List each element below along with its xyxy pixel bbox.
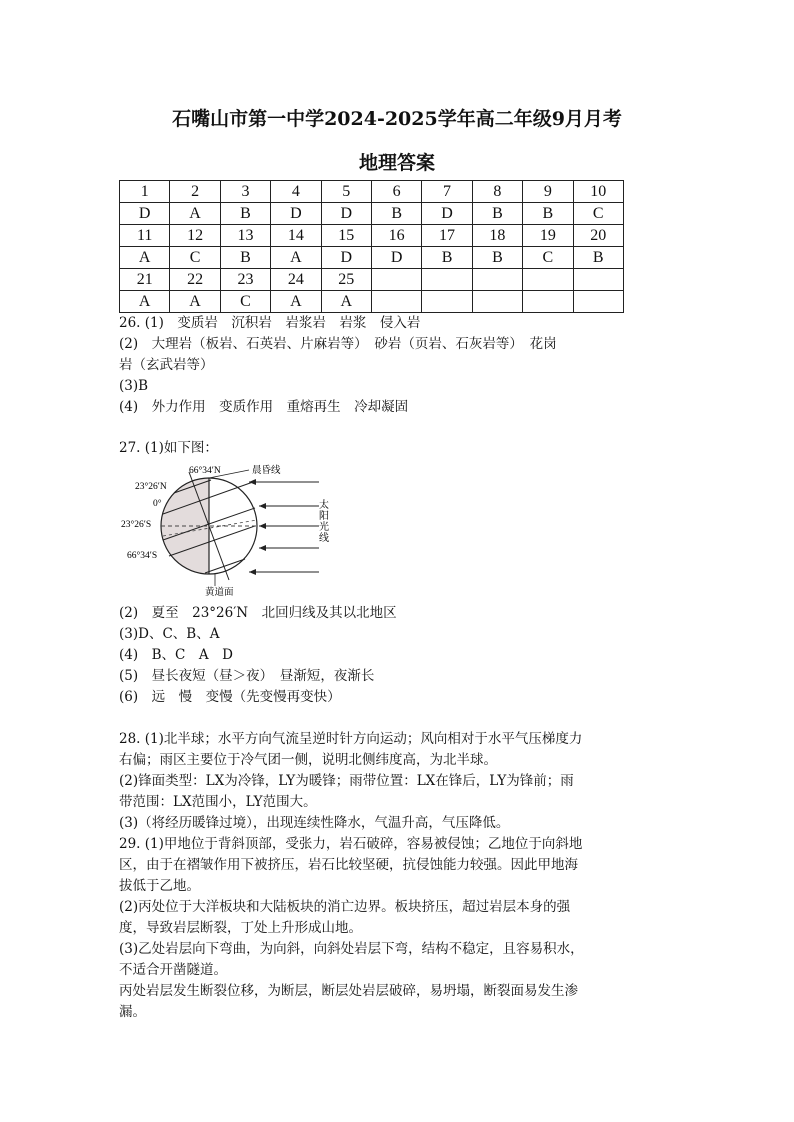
q26-line-1: 26. (1) 变质岩 沉积岩 岩浆岩 岩浆 侵入岩 — [119, 315, 421, 331]
page-title: 石嘴山市第一中学2024-2025学年高二年级9月月考 — [172, 108, 622, 130]
answer-table-cell: A — [170, 291, 220, 313]
answer-table-row — [120, 203, 624, 225]
answer-table-cell: A — [271, 247, 321, 269]
answer-table-cell: D — [120, 203, 170, 225]
answer-table-cell: A — [271, 291, 321, 313]
page-subtitle: 地理答案 — [358, 152, 435, 174]
q28-line-2: 右偏；雨区主要位于冷气团一侧，说明北侧纬度高，为北半球。 — [119, 752, 497, 768]
q26-line-4: (3)B — [119, 378, 149, 394]
answer-table-cell: 4 — [271, 181, 321, 203]
answer-table-cell: D — [321, 203, 371, 225]
q27-line-1: 27. (1)如下图： — [119, 440, 218, 456]
answer-table-cell: B — [220, 203, 270, 225]
answer-table — [119, 180, 624, 313]
q29-line-2: 区，由于在褶皱作用下被挤压，岩石比较坚硬，抗侵蚀能力较强。因此甲地海 — [119, 857, 578, 873]
question-27-intro — [119, 438, 674, 459]
answer-table-cell: 20 — [573, 225, 623, 247]
answer-table-cell: 19 — [523, 225, 573, 247]
answer-table-cell: C — [573, 203, 623, 225]
sun-ray-2-arrow — [259, 503, 266, 509]
answer-table-cell: C — [170, 247, 220, 269]
answer-table-cell: D — [321, 247, 371, 269]
answer-table-cell: 22 — [170, 269, 220, 291]
answer-table-cell: 14 — [271, 225, 321, 247]
answer-table-cell: A — [120, 291, 170, 313]
answer-table-cell — [573, 269, 623, 291]
answer-table-cell: A — [321, 291, 371, 313]
answer-table-cell — [472, 269, 522, 291]
answer-table-cell — [472, 291, 522, 313]
answer-table-cell: D — [422, 203, 472, 225]
answer-table-cell: 12 — [170, 225, 220, 247]
q27-line-4: (4) B、C A D — [119, 647, 233, 663]
sun-ray-5-arrow — [249, 569, 256, 575]
question-26 — [119, 313, 674, 418]
label-0: 0° — [153, 499, 162, 509]
answer-table-cell: 13 — [220, 225, 270, 247]
answer-table-cell — [573, 291, 623, 313]
answer-table-cell: A — [120, 247, 170, 269]
label-23n: 23°26′N — [135, 482, 167, 492]
answer-table-cell — [371, 269, 421, 291]
q29-line-3: 拔低于乙地。 — [119, 878, 200, 894]
q27-line-6: (6) 远 慢 变慢（先变慢再变快） — [119, 689, 341, 705]
answer-table-cell: 17 — [422, 225, 472, 247]
answer-table-row — [120, 269, 624, 291]
answer-table-cell: 1 — [120, 181, 170, 203]
question-29 — [119, 834, 674, 1023]
answer-table-cell: 2 — [170, 181, 220, 203]
answer-table-cell: 8 — [472, 181, 522, 203]
answer-table-cell: A — [170, 203, 220, 225]
q26-line-3: 岩（玄武岩等） — [119, 357, 214, 373]
q26-line-5: (4) 外力作用 变质作用 重熔再生 冷却凝固 — [119, 399, 409, 415]
answer-table-cell: 7 — [422, 181, 472, 203]
q29-line-6: (3)乙处岩层向下弯曲，为向斜，向斜处岩层下弯，结构不稳定，且容易积水， — [119, 941, 584, 957]
q29-line-4: (2)丙处位于大洋板块和大陆板块的消亡边界。板块挤压，超过岩层本身的强 — [119, 899, 571, 915]
q27-line-3: (3)D、C、B、A — [119, 626, 220, 642]
label-ecliptic: 黄道面 — [205, 588, 234, 598]
answer-table-row — [120, 291, 624, 313]
q29-line-9: 漏。 — [119, 1004, 146, 1020]
sun-ray-4-arrow — [259, 545, 266, 551]
sun-ray-1-arrow — [249, 479, 256, 485]
answer-table-row — [120, 247, 624, 269]
q28-line-4: 带范围：LX范围小，LY范围大。 — [119, 794, 317, 810]
sun-ray-3-arrow — [259, 523, 266, 529]
answer-table-cell: 3 — [220, 181, 270, 203]
answer-table-row — [120, 225, 624, 247]
answer-table-cell: B — [523, 203, 573, 225]
answer-table-cell: D — [271, 203, 321, 225]
answer-table-cell: 9 — [523, 181, 573, 203]
answer-table-cell — [523, 291, 573, 313]
answer-table-cell: B — [472, 203, 522, 225]
label-23s: 23°26′S — [121, 520, 152, 530]
answer-table-row — [120, 181, 624, 203]
answer-table-cell: B — [422, 247, 472, 269]
q27-line-5: (5) 昼长夜短（昼＞夜） 昼渐短，夜渐长 — [119, 668, 375, 684]
answer-table-cell: 25 — [321, 269, 371, 291]
answer-table-cell — [371, 291, 421, 313]
question-27-answers — [119, 603, 674, 708]
label-66s: 66°34′S — [127, 551, 158, 561]
answer-table-cell: 21 — [120, 269, 170, 291]
q29-line-1: 29. (1)甲地位于背斜顶部，受张力，岩石破碎，容易被侵蚀；乙地位于向斜地 — [119, 836, 583, 852]
q28-line-1: 28. (1)北半球；水平方向气流呈逆时针方向运动；风向相对于水平气压梯度力 — [119, 731, 583, 747]
answer-table-cell: B — [573, 247, 623, 269]
q29-line-8: 丙处岩层发生断裂位移，为断层，断层处岩层破碎，易坍塌，断裂面易发生渗 — [119, 983, 578, 999]
answer-table-cell — [523, 269, 573, 291]
label-sunlight: 太阳光线 — [319, 500, 329, 544]
q29-line-7: 不适合开凿隧道。 — [119, 962, 227, 978]
answer-table-cell: 24 — [271, 269, 321, 291]
answer-table-cell: D — [371, 247, 421, 269]
answer-table-cell: 16 — [371, 225, 421, 247]
answer-table-cell — [422, 269, 472, 291]
q26-line-2: (2) 大理岩（板岩、石英岩、片麻岩等） 砂岩（页岩、石灰岩等） 花岗 — [119, 336, 557, 352]
q28-line-5: (3)（将经历暖锋过境），出现连续性降水，气温升高，气压降低。 — [119, 815, 510, 831]
answer-table-cell — [422, 291, 472, 313]
question-28 — [119, 729, 674, 834]
answer-table-cell: 15 — [321, 225, 371, 247]
answer-table-cell: 10 — [573, 181, 623, 203]
label-66n: 66°34′N — [189, 466, 221, 476]
label-terminator: 晨昏线 — [252, 466, 281, 476]
answer-table-cell: C — [523, 247, 573, 269]
answer-table-cell: B — [220, 247, 270, 269]
answer-table-cell: B — [472, 247, 522, 269]
answer-table-cell: 5 — [321, 181, 371, 203]
q29-line-5: 度，导致岩层断裂，丁处上升形成山地。 — [119, 920, 362, 936]
answer-table-cell: C — [220, 291, 270, 313]
answer-table-cell: 18 — [472, 225, 522, 247]
q28-line-3: (2)锋面类型：LX为冷锋，LY为暖锋；雨带位置：LX在锋后，LY为锋前；雨 — [119, 773, 574, 789]
q27-line-2: (2) 夏至 23°26′N 北回归线及其以北地区 — [119, 605, 397, 621]
earth-illumination-diagram — [119, 460, 329, 598]
answer-table-cell: B — [371, 203, 421, 225]
answer-table-cell: 6 — [371, 181, 421, 203]
answer-table-cell: 23 — [220, 269, 270, 291]
answer-table-cell: 11 — [120, 225, 170, 247]
